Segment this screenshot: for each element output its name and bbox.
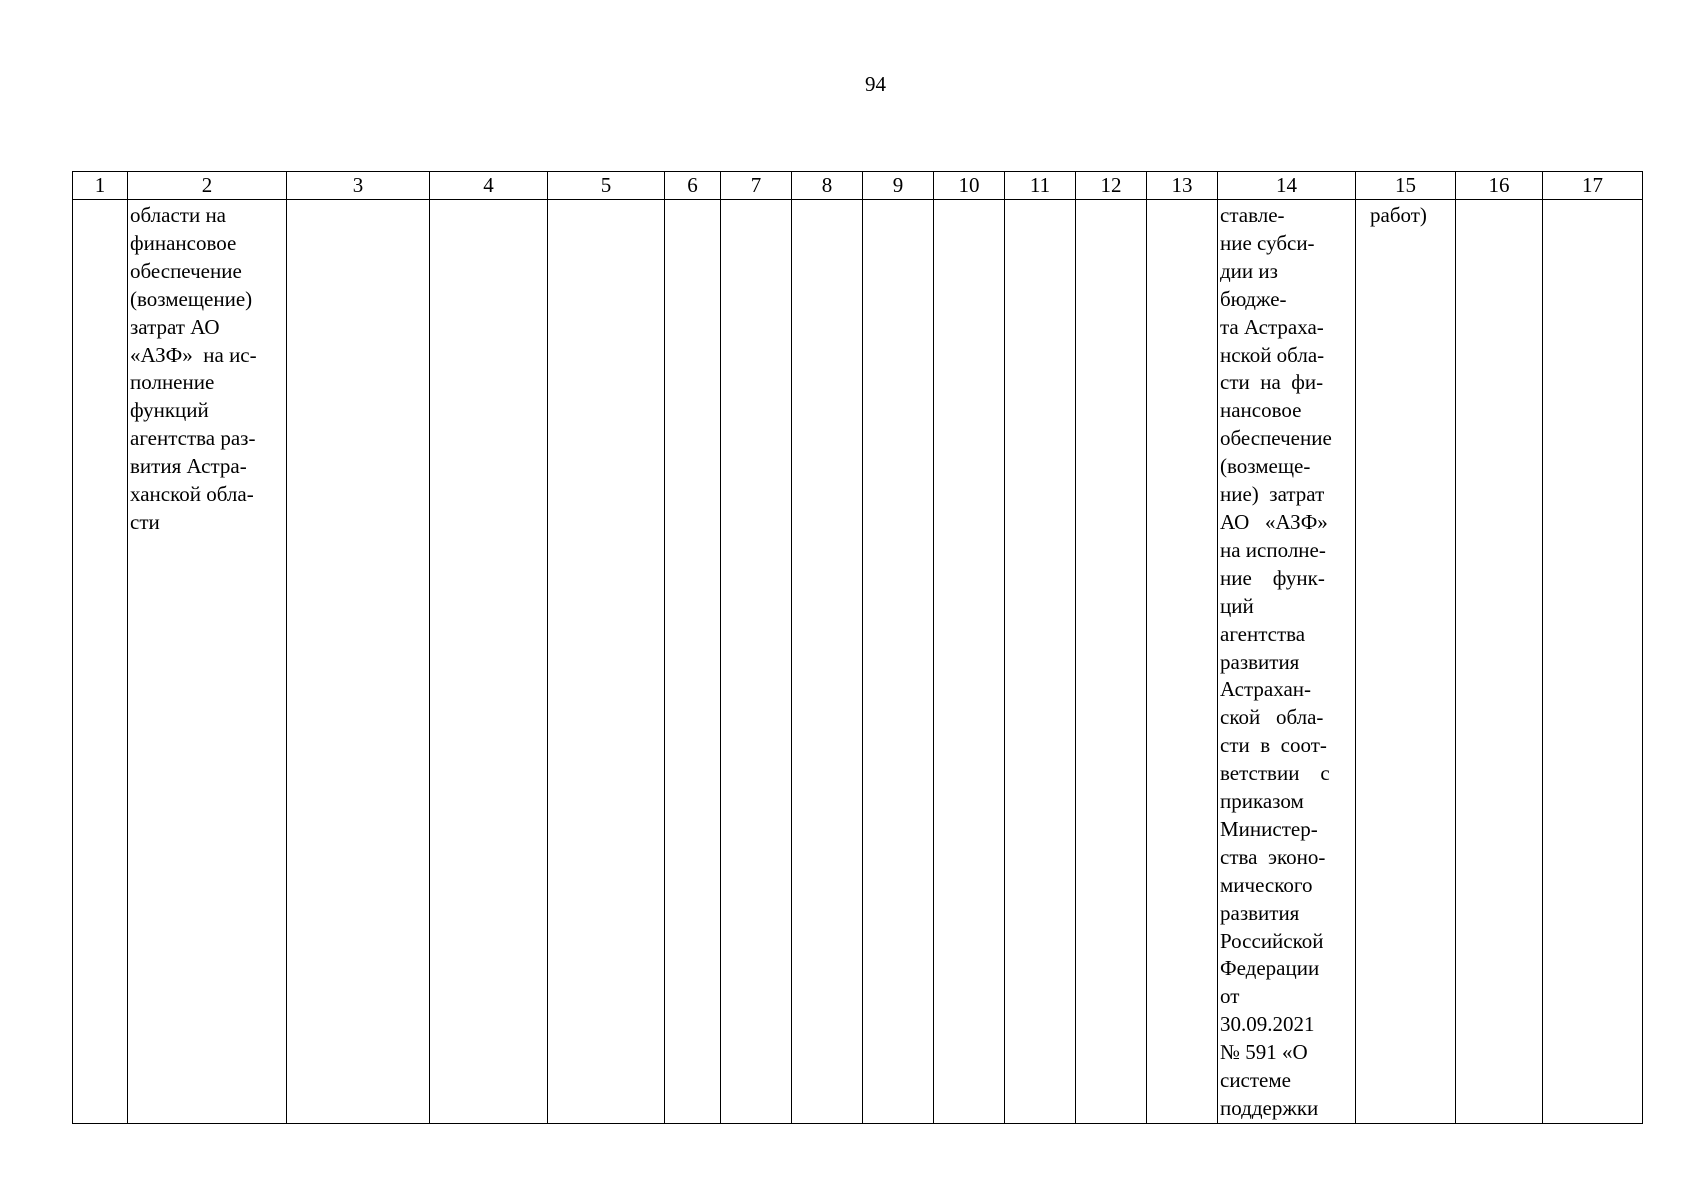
cell-col-8 (792, 200, 863, 1124)
column-header-5: 5 (548, 172, 665, 200)
column-header-11: 11 (1005, 172, 1076, 200)
cell-col-17 (1543, 200, 1643, 1124)
cell-text-col-2: области на финансовое обеспечение (возмещение) затрат АО «АЗФ» на ис- полнение функций агентства раз- вития Астра- ханской обла- сти (130, 203, 257, 534)
cell-col-2 (128, 200, 287, 1124)
page-number: 94 (865, 72, 886, 96)
cell-col-13 (1147, 200, 1218, 1124)
column-header-8: 8 (792, 172, 863, 200)
column-header-3: 3 (287, 172, 430, 200)
cell-col-6 (665, 200, 721, 1124)
column-header-2: 2 (128, 172, 287, 200)
column-header-12: 12 (1076, 172, 1147, 200)
column-header-6: 6 (665, 172, 721, 200)
column-header-9: 9 (863, 172, 934, 200)
header-row (73, 172, 1643, 200)
data-table (72, 171, 1643, 1124)
cell-col-9 (863, 200, 934, 1124)
column-header-17: 17 (1543, 172, 1643, 200)
cell-col-7 (721, 200, 792, 1124)
column-header-14: 14 (1218, 172, 1356, 200)
cell-col-11 (1005, 200, 1076, 1124)
column-header-13: 13 (1147, 172, 1218, 200)
column-header-4: 4 (430, 172, 548, 200)
cell-col-15 (1356, 200, 1456, 1124)
column-header-1: 1 (73, 172, 128, 200)
cell-col-3 (287, 200, 430, 1124)
cell-text-col-14: ставле- ние субси- дии из бюдже- та Астраха- нской обла- сти на фи- нансовое обеспечение (возмеще- ние) затрат АО «АЗФ» на исполне- ние функ- ций агентства развития Астрахан- ской обла- сти в соот- ветствии с приказом Министер- ства эконо- мического развития Российской Федерации от 30.09.2021 № 591 «О системе поддержки (1220, 203, 1332, 1120)
table-row (73, 200, 1643, 1124)
column-header-10: 10 (934, 172, 1005, 200)
cell-col-16 (1456, 200, 1543, 1124)
cell-col-10 (934, 200, 1005, 1124)
column-header-7: 7 (721, 172, 792, 200)
cell-text-col-15: работ) (1370, 203, 1427, 227)
cell-col-5 (548, 200, 665, 1124)
cell-col-12 (1076, 200, 1147, 1124)
cell-col-14 (1218, 200, 1356, 1124)
cell-col-4 (430, 200, 548, 1124)
cell-col-1 (73, 200, 128, 1124)
column-header-16: 16 (1456, 172, 1543, 200)
column-header-15: 15 (1356, 172, 1456, 200)
